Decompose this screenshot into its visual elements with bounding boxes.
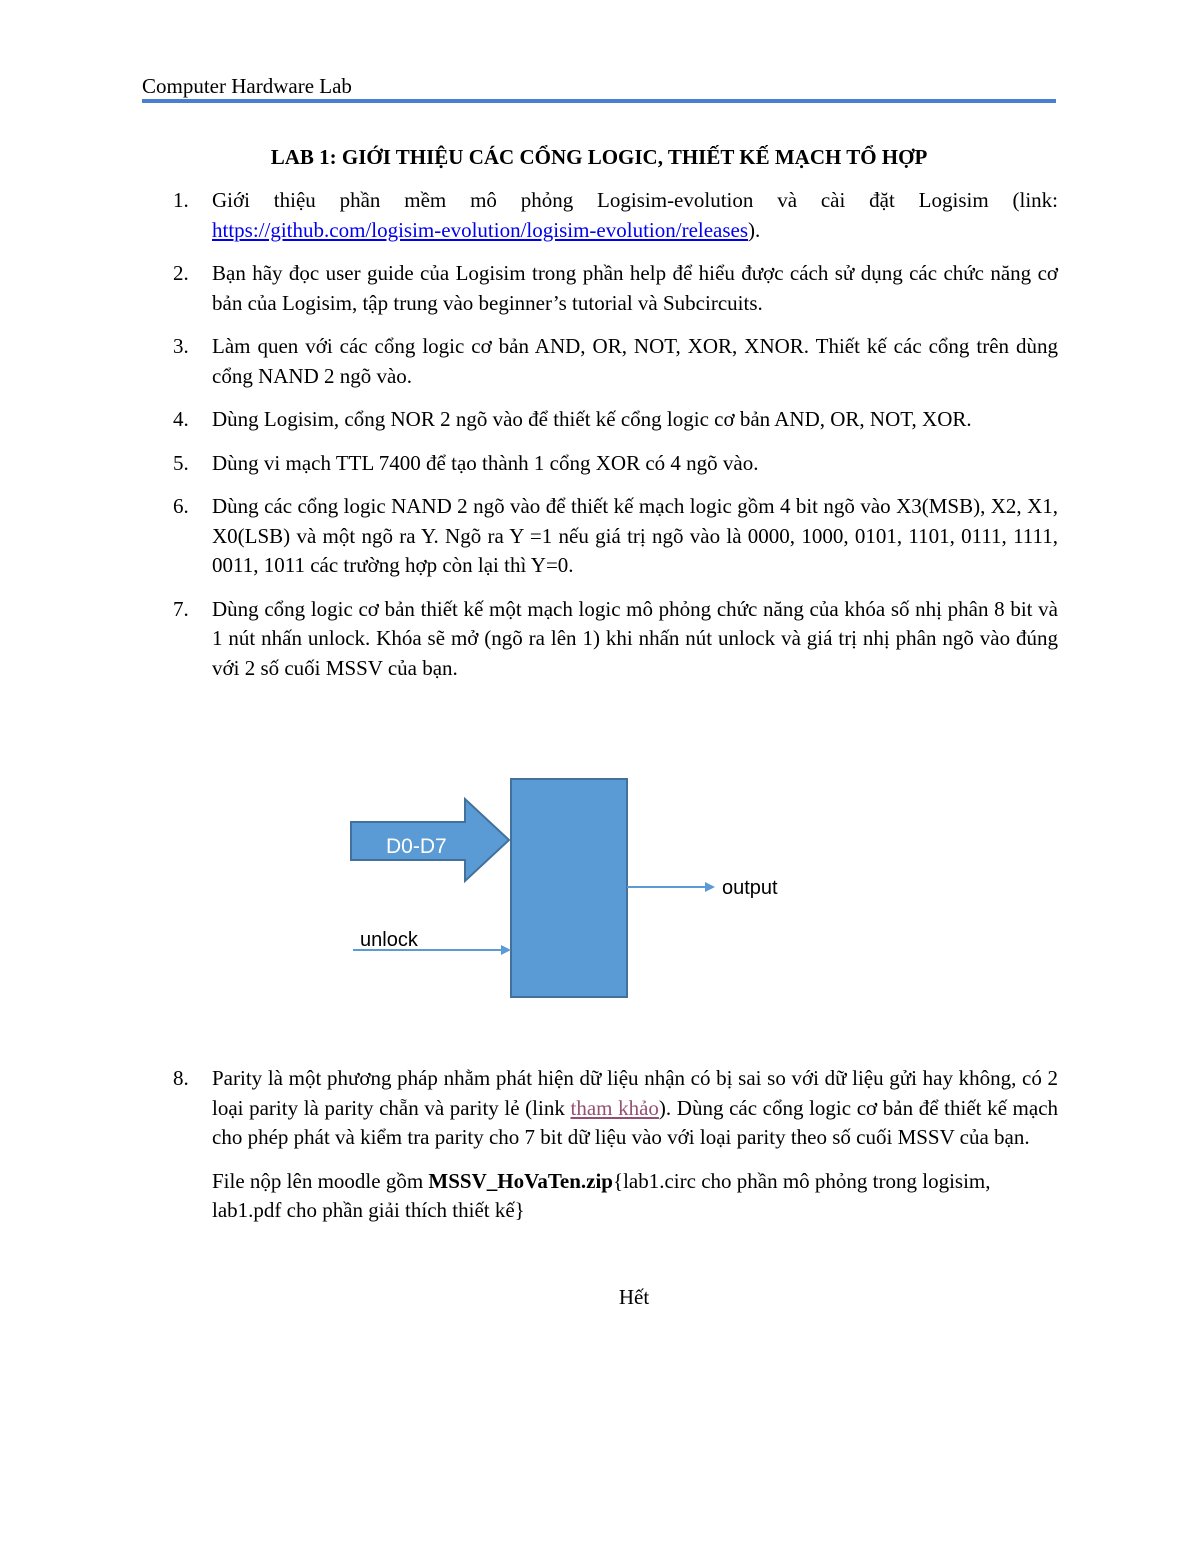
list-item: [142, 1064, 1058, 1153]
end-mark: Hết: [618, 1285, 650, 1309]
lock-logic-block: [511, 779, 627, 997]
item-number: 4.: [173, 407, 189, 431]
task-list-bottom: [142, 1064, 1058, 1226]
submission-suffix: {lab1.circ cho phần mô phỏng trong logisim, lab1.pdf cho phần giải thích thiết kế}: [212, 1168, 991, 1222]
item-number: 3.: [173, 334, 189, 358]
item-number: 5.: [173, 450, 189, 475]
item-number: 1.: [173, 188, 189, 212]
submission-prefix: File nộp lên moodle gồm: [212, 1168, 429, 1193]
item-number: 7.: [173, 596, 189, 621]
item-text-tail: ).: [748, 217, 761, 242]
output-label: output: [722, 877, 778, 899]
reference-link[interactable]: tham khảo: [570, 1095, 659, 1120]
item-number: 6.: [173, 494, 189, 518]
item-text: Dùng cổng logic cơ bản thiết kế một mạch logic mô phỏng chức năng của khóa số nhị phân 8 bit và 1 nút nhấn unlock. Khóa sẽ mở (ngõ ra lên 1) khi nhấn nút unlock và giá trị nhị phân ngõ vào đúng với 2 số cuối MSSV của bạn.: [212, 596, 1058, 680]
item-number: 8.: [173, 1066, 189, 1090]
input-bus-label: D0-D7: [386, 835, 447, 858]
item-text: Bạn hãy đọc user guide của Logisim trong phần help để hiểu được cách sử dụng các chức năng cơ bản của Logisim, tập trung vào beginner’s tutorial và Subcircuits.: [212, 261, 1058, 315]
item-number: 2.: [173, 261, 189, 285]
item-text: Dùng các cổng logic NAND 2 ngõ vào để thiết kế mạch logic gồm 4 bit ngõ vào X3(MSB), X2, X1, X0(LSB) và một ngõ ra Y. Ngõ ra Y =1 nếu giá trị ngõ vào là 0000, 1000, 0101, 1101, 0111, 1111, 0011, 1011 các trường hợp còn lại thì Y=0.: [212, 494, 1058, 577]
item-text: Parity là một phương pháp nhằm phát hiện dữ liệu nhận có bị sai so với dữ liệu gửi hay không, có 2 loại parity là parity chẵn và parity lẻ (link: [212, 1066, 1058, 1120]
github-link[interactable]: https://github.com/logisim-evolution/logisim-evolution/releases: [212, 217, 749, 242]
submission-filename: MSSV_HoVaTen.zip: [428, 1168, 613, 1193]
item-text: Làm quen với các cổng logic cơ bản AND, OR, NOT, XOR, XNOR. Thiết kế các cổng trên dùng cổng NAND 2 ngõ vào.: [212, 334, 1058, 388]
item-text: Giới thiệu phần mềm mô phỏng Logisim-evolution và cài đặt Logisim (link:: [212, 188, 1058, 212]
lab-title: LAB 1: GIỚI THIỆU CÁC CỔNG LOGIC, THIẾT KẾ MẠCH TỔ HỢP: [270, 145, 928, 169]
header-title: Computer Hardware Lab: [142, 74, 352, 98]
item-text: Dùng vi mạch TTL 7400 để tạo thành 1 cổng XOR có 4 ngõ vào.: [212, 450, 759, 475]
submission-note: [142, 1167, 1058, 1226]
item-text-tail: ). Dùng các cổng logic cơ bản để thiết kế mạch cho phép phát và kiểm tra parity cho 7 bit dữ liệu vào với loại parity theo số cuối MSSV của bạn.: [212, 1095, 1059, 1149]
unlock-label: unlock: [360, 929, 418, 951]
item-text: Dùng Logisim, cổng NOR 2 ngõ vào để thiết kế cổng logic cơ bản AND, OR, NOT, XOR.: [212, 407, 972, 431]
